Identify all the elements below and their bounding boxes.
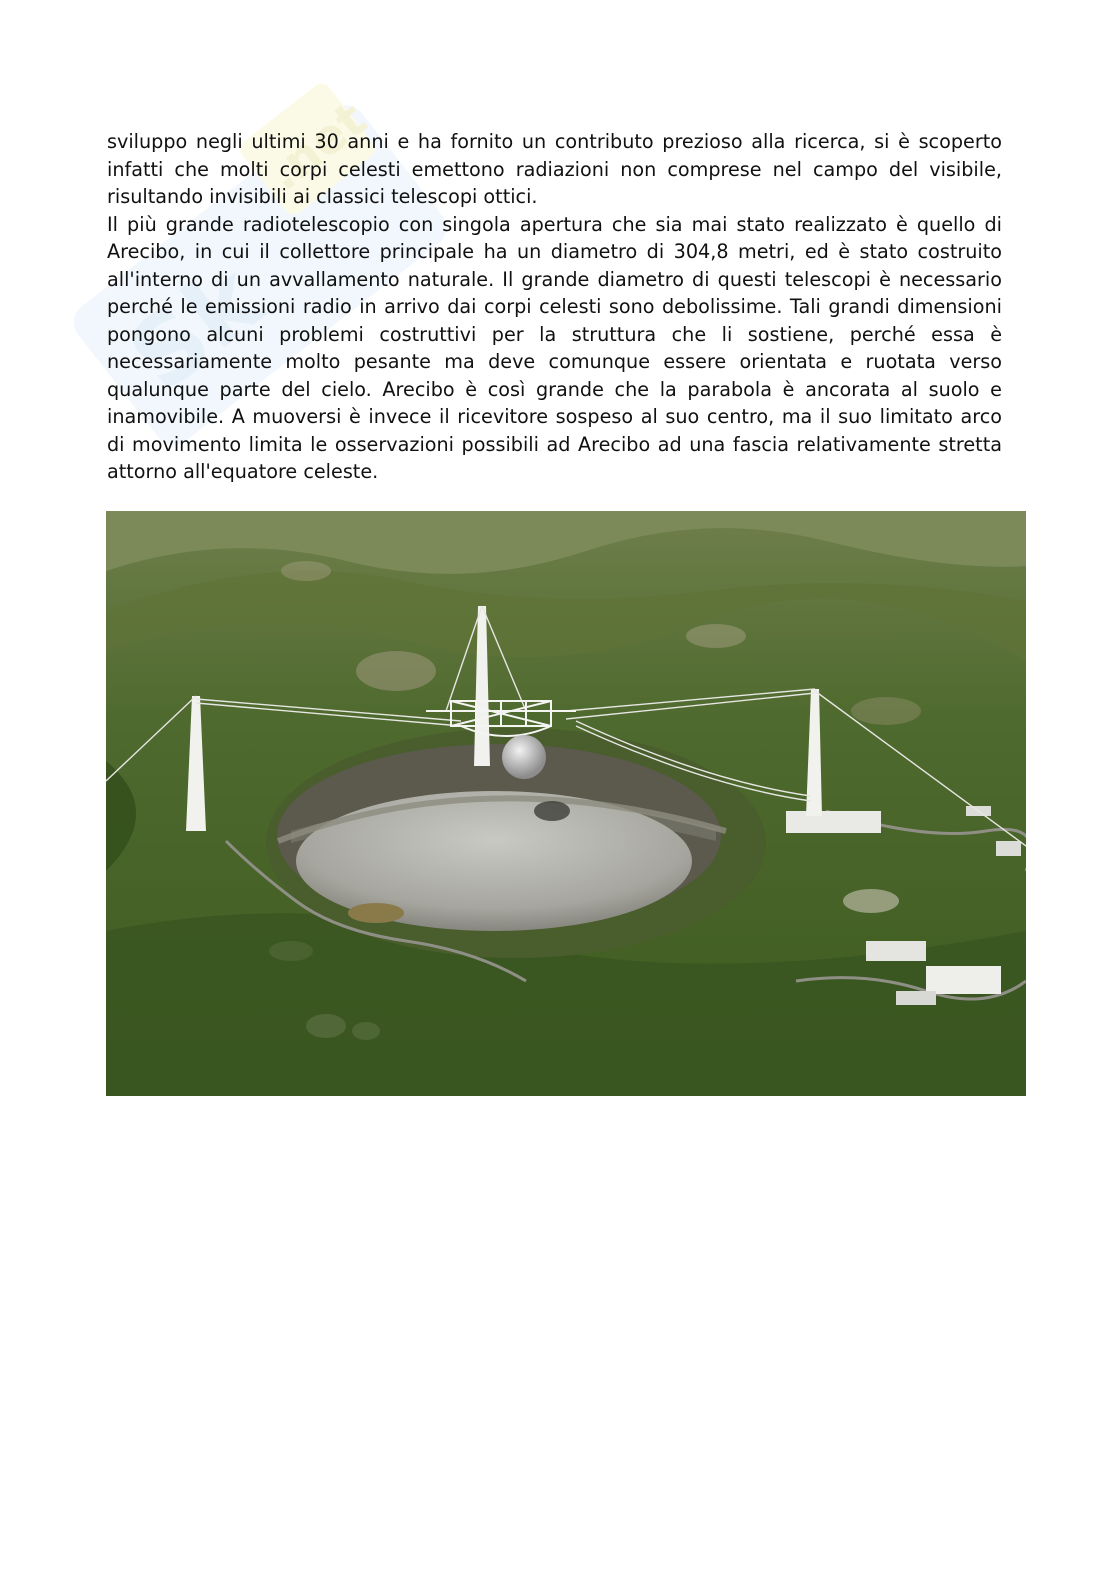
paragraph-2: Il più grande radiotelescopio con singola apertura che sia mai stato realizzato è quello di Arecibo, in cui il collettore principale ha un diametro di 304,8 metri, ed è stato costruito all'interno di un avvallamento naturale. Il grande diametro di questi telescopi è necessario perché le emissioni radio in arrivo dai corpi celesti sono debolissime. Tali grandi dimensioni pongono alcuni problemi costruttivi per la struttura che li sostiene, perché essa è necessariamente molto pesante ma deve comunque essere orientata e ruotata verso qualunque parte del cielo. Arecibo è così grande che la parabola è ancorata al suolo e inamovibile. A muoversi è invece il ricevitore sospeso al suo centro, ma il suo limitato arco di movimento limita le osservazioni possibili ad Arecibo ad una fascia relativamente stretta attorno all'equatore celeste. [107,212,1002,483]
paragraph-1: sviluppo negli ultimi 30 anni e ha fornito un contributo prezioso alla ricerca, si è scoperto infatti che molti corpi celesti emettono radiazioni non comprese nel campo del visibile, risultando invisibili ai classici telescopi ottici. [107,130,1002,208]
arecibo-radiotelescope-icon [106,511,1026,1096]
svg-text:.net: .net [257,91,377,202]
arecibo-photo [106,511,1026,1096]
svg-text:Sk: Sk [108,242,283,414]
body-text [107,128,1002,486]
